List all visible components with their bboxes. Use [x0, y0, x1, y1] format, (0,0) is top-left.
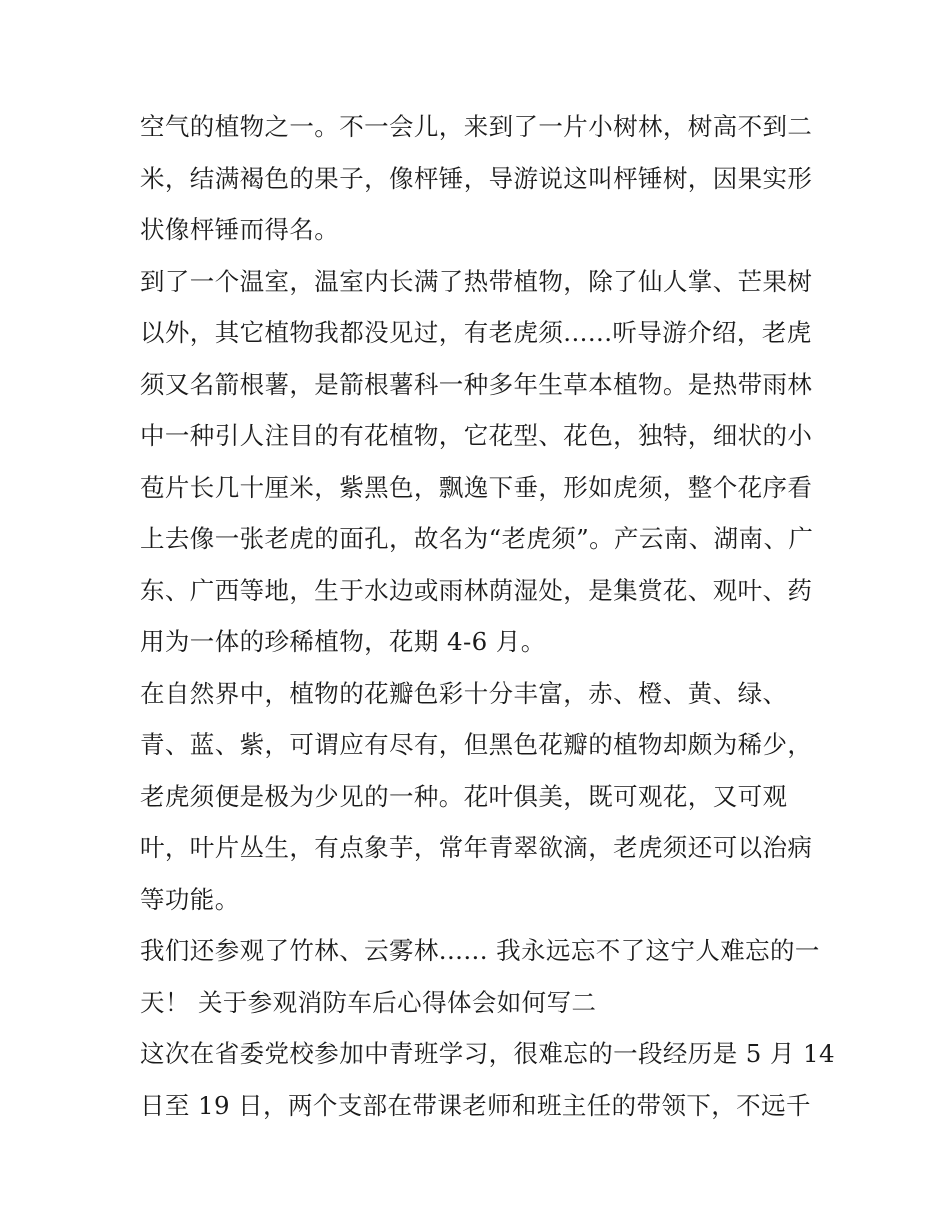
text-line: 老虎须便是极为少见的一种。花叶俱美，既可观花，又可观 — [140, 781, 788, 811]
text-line: 米，结满褐色的果子，像枰锤，导游说这叫枰锤树，因果实形 — [140, 163, 813, 193]
text-line: 日至 19 日，两个支部在带课老师和班主任的带领下，不远千 — [140, 1090, 811, 1120]
text-line: 空气的植物之一。不一会儿，来到了一片小树林，树高不到二 — [140, 112, 813, 141]
text-line: 青、蓝、紫，可谓应有尽有，但黑色花瓣的植物却颇为稀少， — [140, 730, 813, 759]
document-page — [140, 101, 836, 1131]
text-line: 以外，其它植物我都没见过，有老虎须......听导游介绍，老虎 — [140, 318, 812, 347]
text-line: 到了一个温室，温室内长满了热带植物，除了仙人掌、芒果树 — [140, 266, 813, 296]
text-line: 这次在省委党校参加中青班学习，很难忘的一段经历是 5 月 14 — [140, 1039, 836, 1068]
text-line: 东、广西等地，生于水边或雨林荫湿处，是集赏花、观叶、药 — [140, 575, 813, 605]
text-line: 须又名箭根薯，是箭根薯科一种多年生草本植物。是热带雨林 — [140, 369, 813, 399]
text-line: 中一种引人注目的有花植物，它花型、花色，独特，细状的小 — [140, 421, 813, 450]
text-line: 用为一体的珍稀植物，花期 4-6 月。 — [140, 627, 546, 656]
text-line: 状像枰锤而得名。 — [140, 215, 340, 244]
text-line: 在自然界中，植物的花瓣色彩十分丰富，赤、橙、黄、绿、 — [140, 678, 788, 708]
text-line: 等功能。 — [140, 884, 240, 914]
text-line: 我们还参观了竹林、云雾林...... 我永远忘不了这宁人难忘的一 — [140, 936, 820, 965]
text-line: 苞片长几十厘米，紫黑色，飘逸下垂，形如虎须，整个花序看 — [140, 472, 813, 502]
text-line: 叶，叶片丛生，有点象芋，常年青翠欲滴，老虎须还可以治病 — [140, 833, 813, 862]
text-line: 天！ 关于参观消防车后心得体会如何写二 — [140, 987, 597, 1017]
text-line: 上去像一张老虎的面孔，故名为“老虎须”。产云南、湖南、广 — [140, 524, 814, 553]
